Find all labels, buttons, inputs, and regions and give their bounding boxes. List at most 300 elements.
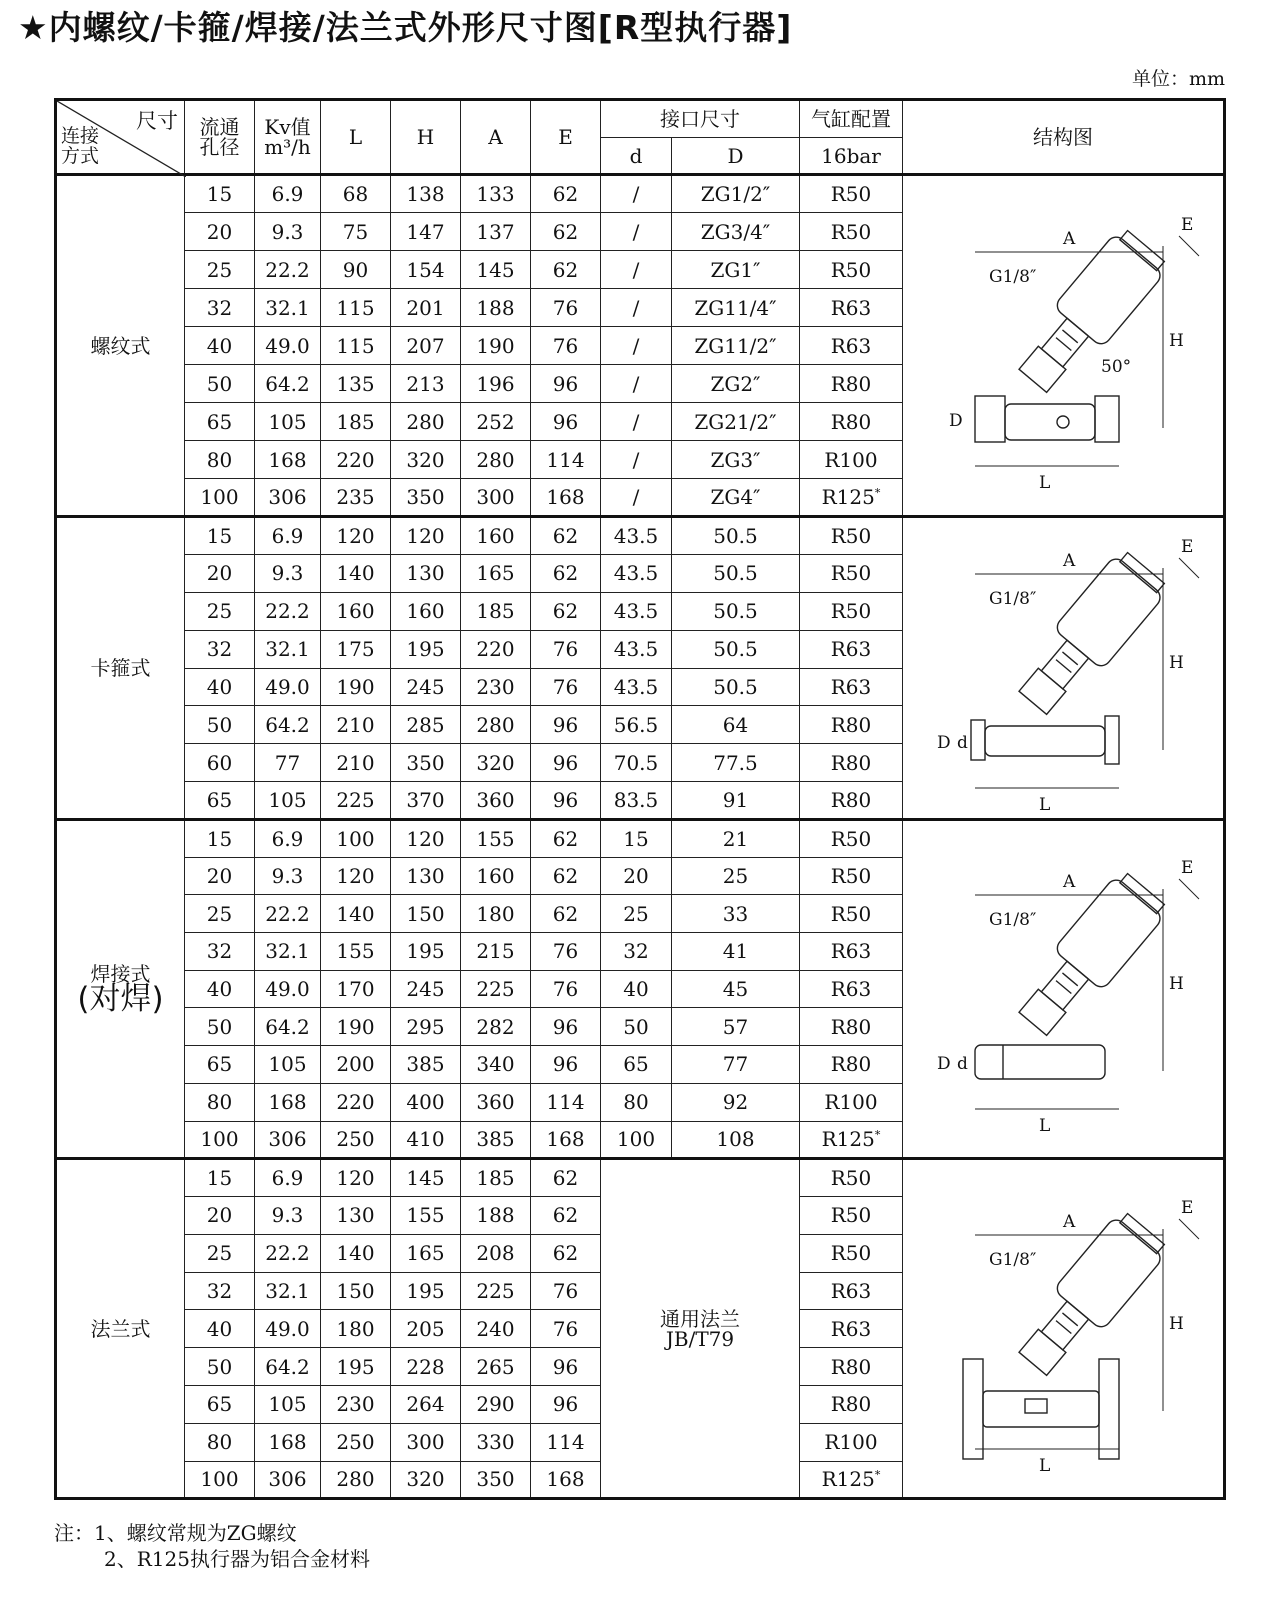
table-cell: 188	[461, 289, 531, 327]
cylinder-pressure-header: 16bar	[800, 138, 903, 175]
table-cell: 295	[391, 1008, 461, 1046]
dim-label-L: L	[1039, 1455, 1051, 1476]
table-cell: 76	[531, 1310, 601, 1348]
bore-header: 流通 孔径	[185, 100, 255, 175]
table-cell: 9.3	[255, 554, 321, 592]
table-cell: 245	[391, 668, 461, 706]
table-cell: 160	[461, 857, 531, 895]
note-2: 2、R125执行器为铝合金材料	[104, 1547, 370, 1571]
table-cell: ZG11/2″	[672, 327, 800, 365]
table-cell: 306	[255, 1121, 321, 1159]
table-cell: 168	[531, 479, 601, 517]
dim-label-D: D	[937, 1054, 951, 1075]
table-cell: 320	[461, 744, 531, 782]
table-cell: 145	[391, 1159, 461, 1197]
structure-drawing-clamp	[903, 517, 1225, 820]
table-cell: 64.2	[255, 1348, 321, 1386]
table-cell: 76	[531, 970, 601, 1008]
table-cell: 68	[321, 175, 391, 213]
table-cell: 43.5	[601, 554, 672, 592]
table-cell: R50	[800, 1196, 903, 1234]
valve-schematic	[913, 1179, 1213, 1479]
table-cell: 180	[461, 895, 531, 933]
table-cell: 185	[461, 1159, 531, 1197]
table-cell: 100	[321, 820, 391, 858]
table-cell: 22.2	[255, 251, 321, 289]
header-row-1	[56, 100, 1225, 138]
table-cell: 50	[185, 706, 255, 744]
table-cell: 350	[391, 744, 461, 782]
table-cell: ZG3″	[672, 441, 800, 479]
table-cell: R63	[800, 630, 903, 668]
table-cell: 25	[185, 895, 255, 933]
table-cell: R50	[800, 213, 903, 251]
table-cell: 76	[531, 1272, 601, 1310]
table-cell: 9.3	[255, 1196, 321, 1234]
table-cell: 350	[461, 1461, 531, 1499]
page-title: ★内螺纹/卡箍/焊接/法兰式外形尺寸图[R型执行器]	[18, 8, 793, 47]
table-cell: 15	[185, 175, 255, 213]
dim-label-E: E	[1181, 1197, 1194, 1218]
table-cell: R50	[800, 554, 903, 592]
table-cell: 350	[391, 479, 461, 517]
table-cell: 40	[185, 970, 255, 1008]
table-cell: 137	[461, 213, 531, 251]
A-header: A	[461, 100, 531, 175]
table-cell: 220	[321, 1083, 391, 1121]
table-cell: 96	[531, 1008, 601, 1046]
table-cell: 165	[461, 554, 531, 592]
table-cell: 25	[185, 592, 255, 630]
table-cell: 285	[391, 706, 461, 744]
table-cell: 230	[321, 1385, 391, 1423]
table-cell: 190	[321, 1008, 391, 1046]
table-cell: 100	[601, 1121, 672, 1159]
table-cell: 62	[531, 554, 601, 592]
table-cell: 160	[321, 592, 391, 630]
table-cell: 225	[461, 970, 531, 1008]
table-cell: 360	[461, 1083, 531, 1121]
group-label: 螺纹式	[56, 175, 185, 517]
table-cell: 360	[461, 782, 531, 820]
table-cell: 49.0	[255, 327, 321, 365]
group-label: 焊接式 (对焊)	[56, 820, 185, 1159]
table-cell: 43.5	[601, 630, 672, 668]
table-cell: 140	[321, 1234, 391, 1272]
table-cell: /	[601, 327, 672, 365]
table-cell: 62	[531, 213, 601, 251]
port-size-header: 接口尺寸	[601, 100, 800, 138]
table-cell: R100	[800, 1423, 903, 1461]
table-cell: 49.0	[255, 1310, 321, 1348]
table-cell: R50	[800, 517, 903, 555]
table-cell: 64	[672, 706, 800, 744]
table-cell: 57	[672, 1008, 800, 1046]
dim-label-H: H	[1169, 974, 1184, 995]
table-cell: ZG1″	[672, 251, 800, 289]
table-cell: 62	[531, 895, 601, 933]
table-cell: 76	[531, 630, 601, 668]
table-cell: 150	[391, 895, 461, 933]
table-cell-footnoted: R125*	[800, 1461, 903, 1499]
table-cell: 50	[185, 1348, 255, 1386]
table-cell: 320	[391, 1461, 461, 1499]
table-cell: R63	[800, 668, 903, 706]
table-cell: 60	[185, 744, 255, 782]
corner-size-label: 尺寸	[136, 109, 178, 133]
structure-drawing-flange	[903, 1159, 1225, 1499]
table-cell: 168	[255, 1083, 321, 1121]
table-cell: 252	[461, 403, 531, 441]
dim-label-D: D	[937, 733, 951, 753]
table-cell: R50	[800, 1234, 903, 1272]
table-cell: 32.1	[255, 630, 321, 668]
table-cell: 264	[391, 1385, 461, 1423]
table-cell: 50.5	[672, 554, 800, 592]
table-cell: 20	[185, 857, 255, 895]
table-cell: R63	[800, 1310, 903, 1348]
table-cell: 145	[461, 251, 531, 289]
table-cell: 235	[321, 479, 391, 517]
table-cell: R50	[800, 857, 903, 895]
table-cell: R50	[800, 1159, 903, 1197]
table-cell: 290	[461, 1385, 531, 1423]
table-cell: 77	[255, 744, 321, 782]
kv-header: Kv值 m³/h	[255, 100, 321, 175]
dim-label-A: A	[1063, 1211, 1076, 1232]
table-cell: 140	[321, 895, 391, 933]
table-cell: 250	[321, 1423, 391, 1461]
table-cell: ZG1/2″	[672, 175, 800, 213]
table-cell: 200	[321, 1046, 391, 1084]
table-cell: 96	[531, 403, 601, 441]
table-cell: 77	[672, 1046, 800, 1084]
unit-label: 单位：mm	[1131, 68, 1225, 90]
table-cell: /	[601, 213, 672, 251]
table-cell: 225	[461, 1272, 531, 1310]
table-cell: 225	[321, 782, 391, 820]
table-cell: 320	[391, 441, 461, 479]
dim-label-A: A	[1063, 551, 1076, 571]
table-cell: 120	[321, 1159, 391, 1197]
table-cell: /	[601, 175, 672, 213]
table-cell: 62	[531, 857, 601, 895]
table-cell: 195	[391, 630, 461, 668]
table-cell: 130	[391, 554, 461, 592]
table-cell: 330	[461, 1423, 531, 1461]
table-cell: 49.0	[255, 668, 321, 706]
table-cell: 62	[531, 1159, 601, 1197]
E-header: E	[531, 100, 601, 175]
dim-label-H: H	[1169, 330, 1184, 351]
table-cell: 108	[672, 1121, 800, 1159]
table-cell: 80	[185, 1423, 255, 1461]
table-cell: 105	[255, 1385, 321, 1423]
table-cell: 50.5	[672, 592, 800, 630]
table-cell: 64.2	[255, 1008, 321, 1046]
table-cell: 114	[531, 1083, 601, 1121]
table-cell: 165	[391, 1234, 461, 1272]
table-cell: 22.2	[255, 1234, 321, 1272]
dim-label-E: E	[1181, 214, 1194, 235]
table-cell: 385	[391, 1046, 461, 1084]
table-row	[56, 517, 1225, 555]
table-cell: 120	[321, 517, 391, 555]
table-cell: 114	[531, 1423, 601, 1461]
table-cell: 210	[321, 744, 391, 782]
table-cell: 154	[391, 251, 461, 289]
table-cell: 41	[672, 933, 800, 971]
table-cell: 150	[321, 1272, 391, 1310]
table-cell: 20	[601, 857, 672, 895]
dim-label-G: G1/8″	[989, 589, 1037, 609]
table-cell: 115	[321, 327, 391, 365]
table-cell: 208	[461, 1234, 531, 1272]
structure-drawing-thread	[903, 175, 1225, 517]
table-cell: 9.3	[255, 213, 321, 251]
table-cell: 190	[461, 327, 531, 365]
table-cell: 25	[601, 895, 672, 933]
table-cell: 196	[461, 365, 531, 403]
table-cell: 282	[461, 1008, 531, 1046]
table-cell: 50	[185, 1008, 255, 1046]
table-cell: 62	[531, 592, 601, 630]
table-cell: 76	[531, 933, 601, 971]
table-cell-footnoted: R125*	[800, 479, 903, 517]
table-cell: 130	[391, 857, 461, 895]
table-cell: 15	[185, 1159, 255, 1197]
table-cell: 280	[461, 706, 531, 744]
dim-label-H: H	[1169, 1313, 1184, 1334]
group-label: 卡箍式	[56, 517, 185, 820]
table-cell: ZG3/4″	[672, 213, 800, 251]
table-cell: 147	[391, 213, 461, 251]
table-cell: 91	[672, 782, 800, 820]
table-cell: 6.9	[255, 175, 321, 213]
table-cell: 15	[185, 517, 255, 555]
table-cell: 20	[185, 1196, 255, 1234]
table-cell: 32.1	[255, 289, 321, 327]
table-cell: 70.5	[601, 744, 672, 782]
table-cell: R100	[800, 1083, 903, 1121]
table-cell: 62	[531, 1196, 601, 1234]
table-cell: 62	[531, 517, 601, 555]
table-cell: 80	[601, 1083, 672, 1121]
table-cell: 280	[321, 1461, 391, 1499]
table-cell: 185	[321, 403, 391, 441]
table-cell: R63	[800, 1272, 903, 1310]
table-cell: 190	[321, 668, 391, 706]
table-cell: 50	[601, 1008, 672, 1046]
dim-label-G: G1/8″	[989, 266, 1037, 287]
table-cell: 96	[531, 1046, 601, 1084]
table-cell: 240	[461, 1310, 531, 1348]
table-cell: 306	[255, 1461, 321, 1499]
table-cell: 21	[672, 820, 800, 858]
table-cell: 92	[672, 1083, 800, 1121]
table-cell: 130	[321, 1196, 391, 1234]
table-cell: 9.3	[255, 857, 321, 895]
table-cell: 80	[185, 441, 255, 479]
table-cell: 33	[672, 895, 800, 933]
table-cell-footnoted: R125*	[800, 1121, 903, 1159]
table-cell: 230	[461, 668, 531, 706]
table-cell: 180	[321, 1310, 391, 1348]
table-cell: 228	[391, 1348, 461, 1386]
table-cell: 175	[321, 630, 391, 668]
table-cell: 20	[185, 554, 255, 592]
table-row	[56, 1159, 1225, 1197]
table-cell: 195	[391, 933, 461, 971]
structure-drawing-weld	[903, 820, 1225, 1159]
table-cell: 32.1	[255, 1272, 321, 1310]
dim-label-G: G1/8″	[989, 910, 1037, 931]
table-cell: 168	[531, 1461, 601, 1499]
table-cell: 76	[531, 289, 601, 327]
table-cell: 138	[391, 175, 461, 213]
table-cell: 133	[461, 175, 531, 213]
table-cell: 15	[601, 820, 672, 858]
table-cell: R80	[800, 1046, 903, 1084]
valve-schematic	[913, 518, 1213, 818]
table-cell: R63	[800, 289, 903, 327]
table-cell: 306	[255, 479, 321, 517]
table-cell: 32	[185, 1272, 255, 1310]
table-cell: 168	[255, 441, 321, 479]
table-cell: 245	[391, 970, 461, 1008]
table-cell: 65	[185, 782, 255, 820]
table-cell: 49.0	[255, 970, 321, 1008]
table-cell: 280	[461, 441, 531, 479]
table-cell: 6.9	[255, 517, 321, 555]
table-cell: /	[601, 251, 672, 289]
table-cell: 20	[185, 213, 255, 251]
table-cell: R50	[800, 895, 903, 933]
table-cell: 43.5	[601, 517, 672, 555]
dimension-table	[54, 98, 1226, 1500]
table-cell: 115	[321, 289, 391, 327]
table-cell: 32	[601, 933, 672, 971]
table-cell: 40	[601, 970, 672, 1008]
table-cell: R80	[800, 1008, 903, 1046]
dim-label-d: d	[957, 1054, 968, 1075]
dim-label-L: L	[1039, 1116, 1051, 1137]
table-cell: 76	[531, 668, 601, 706]
table-cell: 100	[185, 1461, 255, 1499]
table-cell: R80	[800, 744, 903, 782]
table-cell: 25	[185, 251, 255, 289]
table-cell: 140	[321, 554, 391, 592]
table-cell: 120	[391, 517, 461, 555]
table-cell: /	[601, 365, 672, 403]
table-cell: 64.2	[255, 365, 321, 403]
table-cell: 32.1	[255, 933, 321, 971]
table-cell: 25	[185, 1234, 255, 1272]
table-cell: 400	[391, 1083, 461, 1121]
table-cell: /	[601, 403, 672, 441]
table-cell: 105	[255, 403, 321, 441]
table-cell: 32	[185, 933, 255, 971]
table-cell: 188	[461, 1196, 531, 1234]
table-cell: 220	[321, 441, 391, 479]
table-row	[56, 175, 1225, 213]
valve-schematic	[913, 839, 1213, 1139]
table-cell: 120	[321, 857, 391, 895]
table-cell: 25	[672, 857, 800, 895]
table-cell: 185	[461, 592, 531, 630]
dim-label-L: L	[1039, 795, 1051, 815]
table-cell: 160	[391, 592, 461, 630]
table-cell: 96	[531, 1348, 601, 1386]
table-cell: 265	[461, 1348, 531, 1386]
table-cell: 205	[391, 1310, 461, 1348]
corner-header	[56, 100, 185, 175]
table-cell: 6.9	[255, 820, 321, 858]
table-cell: 50.5	[672, 517, 800, 555]
table-cell: 155	[461, 820, 531, 858]
table-cell: 250	[321, 1121, 391, 1159]
table-cell: 215	[461, 933, 531, 971]
table-cell: R50	[800, 251, 903, 289]
table-cell: 50.5	[672, 630, 800, 668]
table-cell: 96	[531, 1385, 601, 1423]
table-cell: R63	[800, 327, 903, 365]
dim-label-H: H	[1169, 653, 1184, 673]
table-cell: 56.5	[601, 706, 672, 744]
table-cell: R80	[800, 1348, 903, 1386]
dim-label-angle: 50°	[1101, 356, 1132, 377]
table-cell: 105	[255, 782, 321, 820]
dim-label-A: A	[1063, 228, 1076, 249]
table-cell: 220	[461, 630, 531, 668]
table-cell: 280	[391, 403, 461, 441]
table-cell: 43.5	[601, 668, 672, 706]
table-cell: 100	[185, 1121, 255, 1159]
table-cell: 65	[185, 1046, 255, 1084]
table-cell: 96	[531, 744, 601, 782]
table-cell: 15	[185, 820, 255, 858]
flange-standard: 通用法兰 JB/T79	[601, 1159, 800, 1499]
table-cell: 340	[461, 1046, 531, 1084]
table-cell: 120	[391, 820, 461, 858]
table-cell: 195	[391, 1272, 461, 1310]
table-cell: 62	[531, 175, 601, 213]
table-cell: 96	[531, 782, 601, 820]
dim-label-D: D	[949, 410, 963, 431]
table-cell: R80	[800, 782, 903, 820]
dim-label-d: d	[957, 733, 968, 753]
table-cell: /	[601, 289, 672, 327]
table-cell: ZG4″	[672, 479, 800, 517]
table-cell: 32	[185, 289, 255, 327]
table-cell: ZG11/4″	[672, 289, 800, 327]
table-cell: R50	[800, 820, 903, 858]
table-cell: ZG2″	[672, 365, 800, 403]
d-header: d	[601, 138, 672, 175]
valve-schematic	[913, 196, 1213, 496]
notes	[54, 1520, 370, 1572]
table-cell: 168	[255, 1423, 321, 1461]
table-cell: 62	[531, 251, 601, 289]
table-cell: 168	[531, 1121, 601, 1159]
table-cell: R80	[800, 1385, 903, 1423]
table-cell: 75	[321, 213, 391, 251]
table-cell: 90	[321, 251, 391, 289]
table-cell: 6.9	[255, 1159, 321, 1197]
table-cell: 40	[185, 668, 255, 706]
table-cell: 50.5	[672, 668, 800, 706]
table-cell: R80	[800, 365, 903, 403]
